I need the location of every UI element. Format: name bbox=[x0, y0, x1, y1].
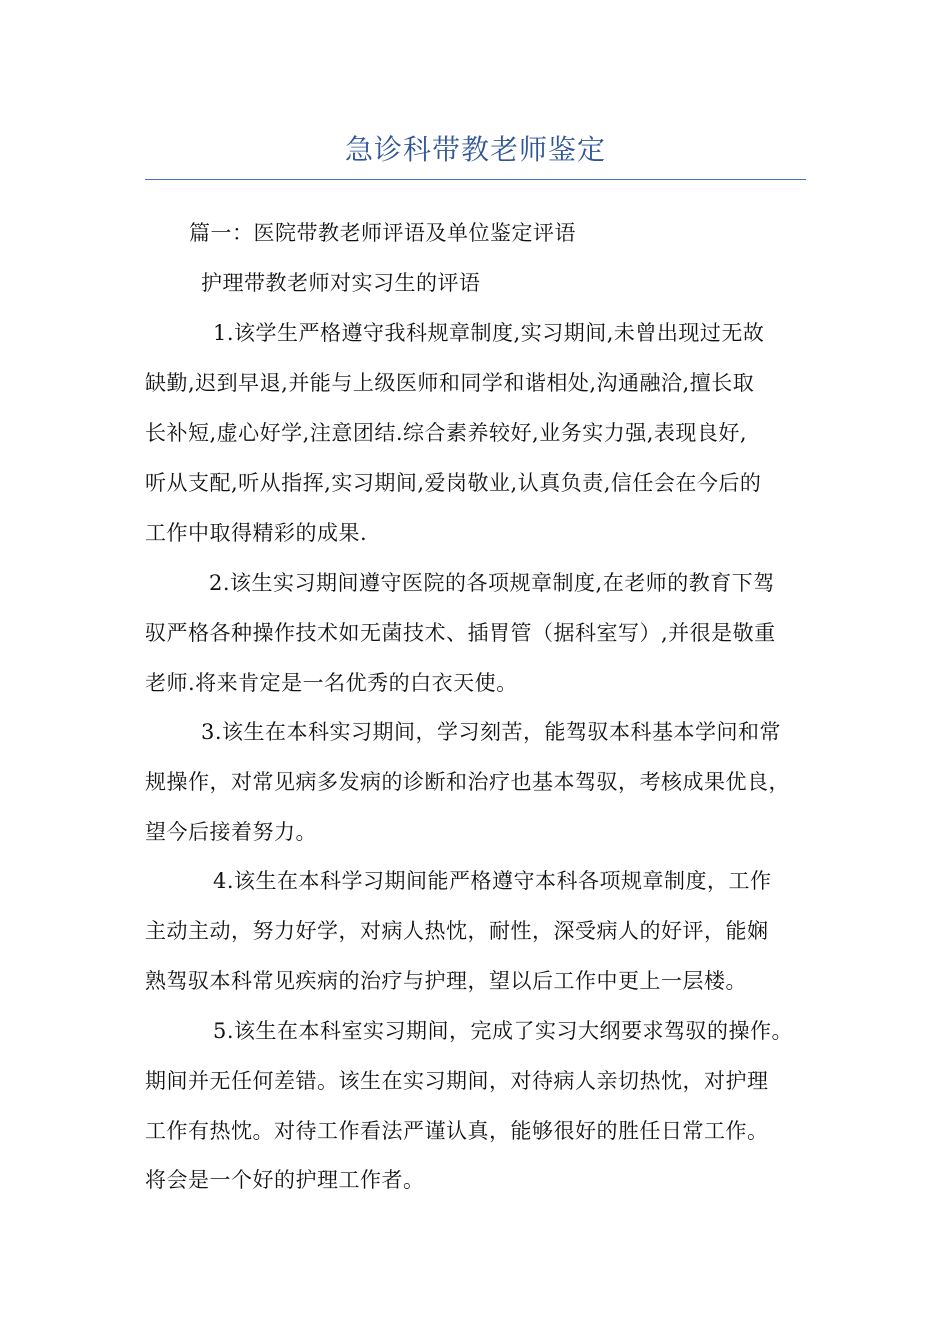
paragraph-line: 熟驾驭本科常见疾病的治疗与护理，望以后工作中更上一层楼。 bbox=[145, 969, 747, 993]
paragraph-line: 5.该生在本科室实习期间，完成了实习大纲要求驾驭的操作。 bbox=[213, 1019, 794, 1043]
document-title: 急诊科带教老师鉴定 bbox=[344, 133, 606, 166]
paragraph-line: 期间并无任何差错。该生在实习期间，对待病人亲切热忱，对护理 bbox=[145, 1069, 769, 1093]
paragraph-line: 望今后接着努力。 bbox=[145, 820, 317, 844]
paragraph-line: 规操作，对常见病多发病的诊断和治疗也基本驾驭，考核成果优良， bbox=[145, 770, 790, 794]
paragraph-line: 1.该学生严格遵守我科规章制度,实习期间,未曾出现过无故 bbox=[213, 321, 765, 345]
paragraph-line: 驭严格各种操作技术如无菌技术、插胃管（据科室写）,并很是敬重 bbox=[145, 621, 776, 645]
paragraph-line: 3.该生在本科实习期间，学习刻苦，能驾驭本科基本学问和常 bbox=[201, 720, 782, 744]
paragraph-line: 听从支配,听从指挥,实习期间,爱岗敬业,认真负责,信任会在今后的 bbox=[145, 471, 762, 495]
paragraph-line: 工作中取得精彩的成果. bbox=[145, 521, 368, 545]
paragraph-line: 长补短,虚心好学,注意团结.综合素养较好,业务实力强,表现良好, bbox=[145, 421, 748, 445]
title-underline bbox=[145, 179, 806, 180]
section-heading: 篇一：医院带教老师评语及单位鉴定评语 bbox=[189, 221, 576, 245]
paragraph-line: 4.该生在本科学习期间能严格遵守本科各项规章制度，工作 bbox=[213, 869, 772, 893]
subheading: 护理带教老师对实习生的评语 bbox=[201, 271, 481, 295]
paragraph-line: 2.该生实习期间遵守医院的各项规章制度,在老师的教育下驾 bbox=[209, 571, 775, 595]
paragraph-line: 工作有热忱。对待工作看法严谨认真，能够很好的胜任日常工作。 bbox=[145, 1119, 769, 1143]
paragraph-line: 主动主动，努力好学，对病人热忱，耐性，深受病人的好评，能娴 bbox=[145, 919, 769, 943]
paragraph-line: 缺勤,迟到早退,并能与上级医师和同学和谐相处,沟通融洽,擅长取 bbox=[145, 371, 755, 395]
paragraph-line: 将会是一个好的护理工作者。 bbox=[145, 1168, 425, 1192]
paragraph-line: 老师.将来肯定是一名优秀的白衣天使。 bbox=[145, 671, 518, 695]
